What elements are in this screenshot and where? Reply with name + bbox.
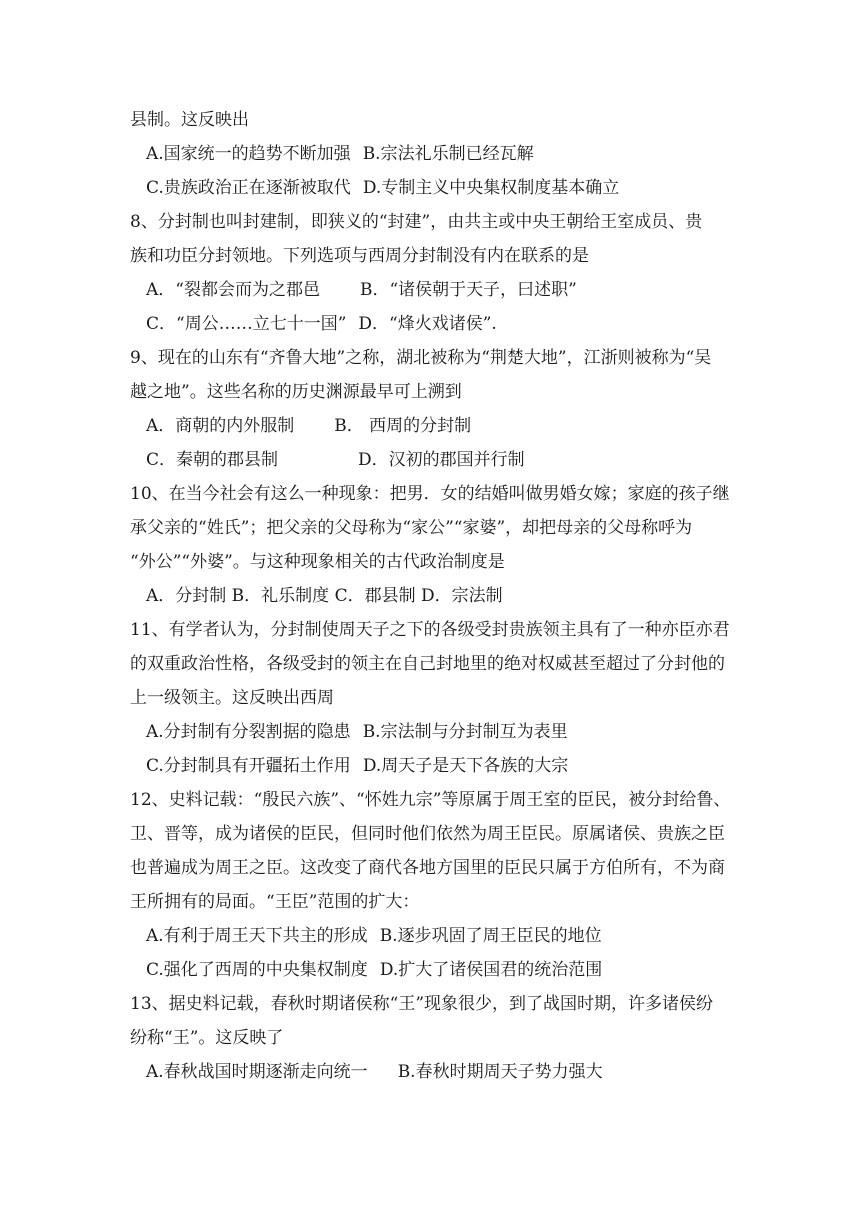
q8-stem-line-1: 8、分封制也叫封建制，即狭义的“封建”，由共主或中央王朝给王室成员、贵 [130,212,703,232]
q11-options-ab [130,715,730,749]
q8-option-c: C．“周公……立七十一国” [146,314,347,334]
q9-option-c: C．秦朝的郡县制 [146,450,279,470]
q12-option-c: C.强化了西周的中央集权制度 [146,960,368,980]
q11-option-a: A.分封制有分裂割据的隐患 [146,722,351,742]
q8-option-b: B．“诸侯朝于天子，曰述职” [359,280,577,300]
q12-option-a: A.有利于周王天下共主的形成 [146,926,368,946]
q12-option-b: B.逐步巩固了周王臣民的地位 [379,926,602,946]
q7-options-cd [130,171,730,205]
q13-stem-line-1: 13、据史料记载，春秋时期诸侯称“王”现象很少，到了战国时期，许多诸侯纷 [130,994,714,1014]
q7-option-c: C.贵族政治正在逐渐被取代 [146,178,351,198]
q9-options-ab [130,409,730,443]
q7-options-ab [130,137,730,171]
q9-option-d: D．汉初的郡国并行制 [358,450,525,470]
q13-option-b: B.春秋时期周天子势力强大 [397,1062,603,1082]
q11-option-b: B.宗法制与分封制互为表里 [362,722,568,742]
q8-stem-line-2: 族和功臣分封领地。下列选项与西周分封制没有内在联系的是 [130,246,589,266]
q12-stem-line-3: 也普遍成为周王之臣。这改变了商代各地方国里的臣民只属于方伯所有，不为商 [130,858,725,878]
q10-stem-line-2: 承父亲的“姓氏”；把父亲的父母称为“家公”“家婆”，却把母亲的父母称呼为 [130,518,693,538]
q9-options-cd [130,443,730,477]
q9-stem-line-1: 9、现在的山东有“齐鲁大地”之称，湖北被称为“荆楚大地”，江浙则被称为“吴 [130,348,712,368]
q13-options-ab [130,1055,730,1089]
q11-stem-line-1: 11、有学者认为，分封制使周天子之下的各级受封贵族领主具有了一种亦臣亦君 [130,620,730,640]
question-list [130,103,730,1089]
q11-option-d: D.周天子是天下各族的大宗 [362,756,569,776]
q7-option-b: B.宗法礼乐制已经瓦解 [362,144,534,164]
q8-option-a: A．“裂都会而为之郡邑 [146,280,320,300]
q7-option-d: D.专制主义中央集权制度基本确立 [362,178,620,198]
q12-option-d: D.扩大了诸侯国君的统治范围 [379,960,603,980]
q11-options-cd [130,749,730,783]
q12-stem-line-2: 卫、晋等，成为诸侯的臣民，但同时他们依然为周王臣民。原属诸侯、贵族之臣 [130,824,725,844]
q9-option-b: B． 西周的分封制 [334,416,472,436]
q11-stem-line-2: 的双重政治性格，各级受封的领主在自己封地里的绝对权威甚至超过了分封他的 [130,654,725,674]
q8-option-d: D．“烽火戏诸侯”. [358,314,497,334]
q10-stem-line-1: 10、在当今社会有这么一种现象：把男．女的结婚叫做男婚女嫁；家庭的孩子继 [130,484,730,504]
q12-options-cd [130,953,730,987]
q10-options: A．分封制 B．礼乐制度 C．郡县制 D．宗法制 [146,586,503,606]
q8-options-cd [130,307,730,341]
q9-stem-line-2: 越之地”。这些名称的历史渊源最早可上溯到 [130,382,462,402]
q12-stem-line-1: 12、史料记载：“殷民六族”、“怀姓九宗”等原属于周王室的臣民，被分封给鲁、 [130,790,731,810]
q7-option-a: A.国家统一的趋势不断加强 [146,144,351,164]
q12-options-ab [130,919,730,953]
q11-option-c: C.分封制具有开疆拓土作用 [146,756,351,776]
q13-stem-line-2: 纷称“王”。这反映了 [130,1028,284,1048]
q10-stem-line-3: “外公”“外婆”。与这种现象相关的古代政治制度是 [130,552,505,572]
q9-option-a: A．商朝的内外服制 [146,416,295,436]
q11-stem-line-3: 上一级领主。这反映出西周 [130,688,334,708]
q7-stem-end: 县制。这反映出 [130,110,249,130]
q12-stem-line-4: 王所拥有的局面。“王臣”范围的扩大： [130,892,420,912]
q8-options-ab [130,273,730,307]
q13-option-a: A.春秋战国时期逐渐走向统一 [146,1062,368,1082]
